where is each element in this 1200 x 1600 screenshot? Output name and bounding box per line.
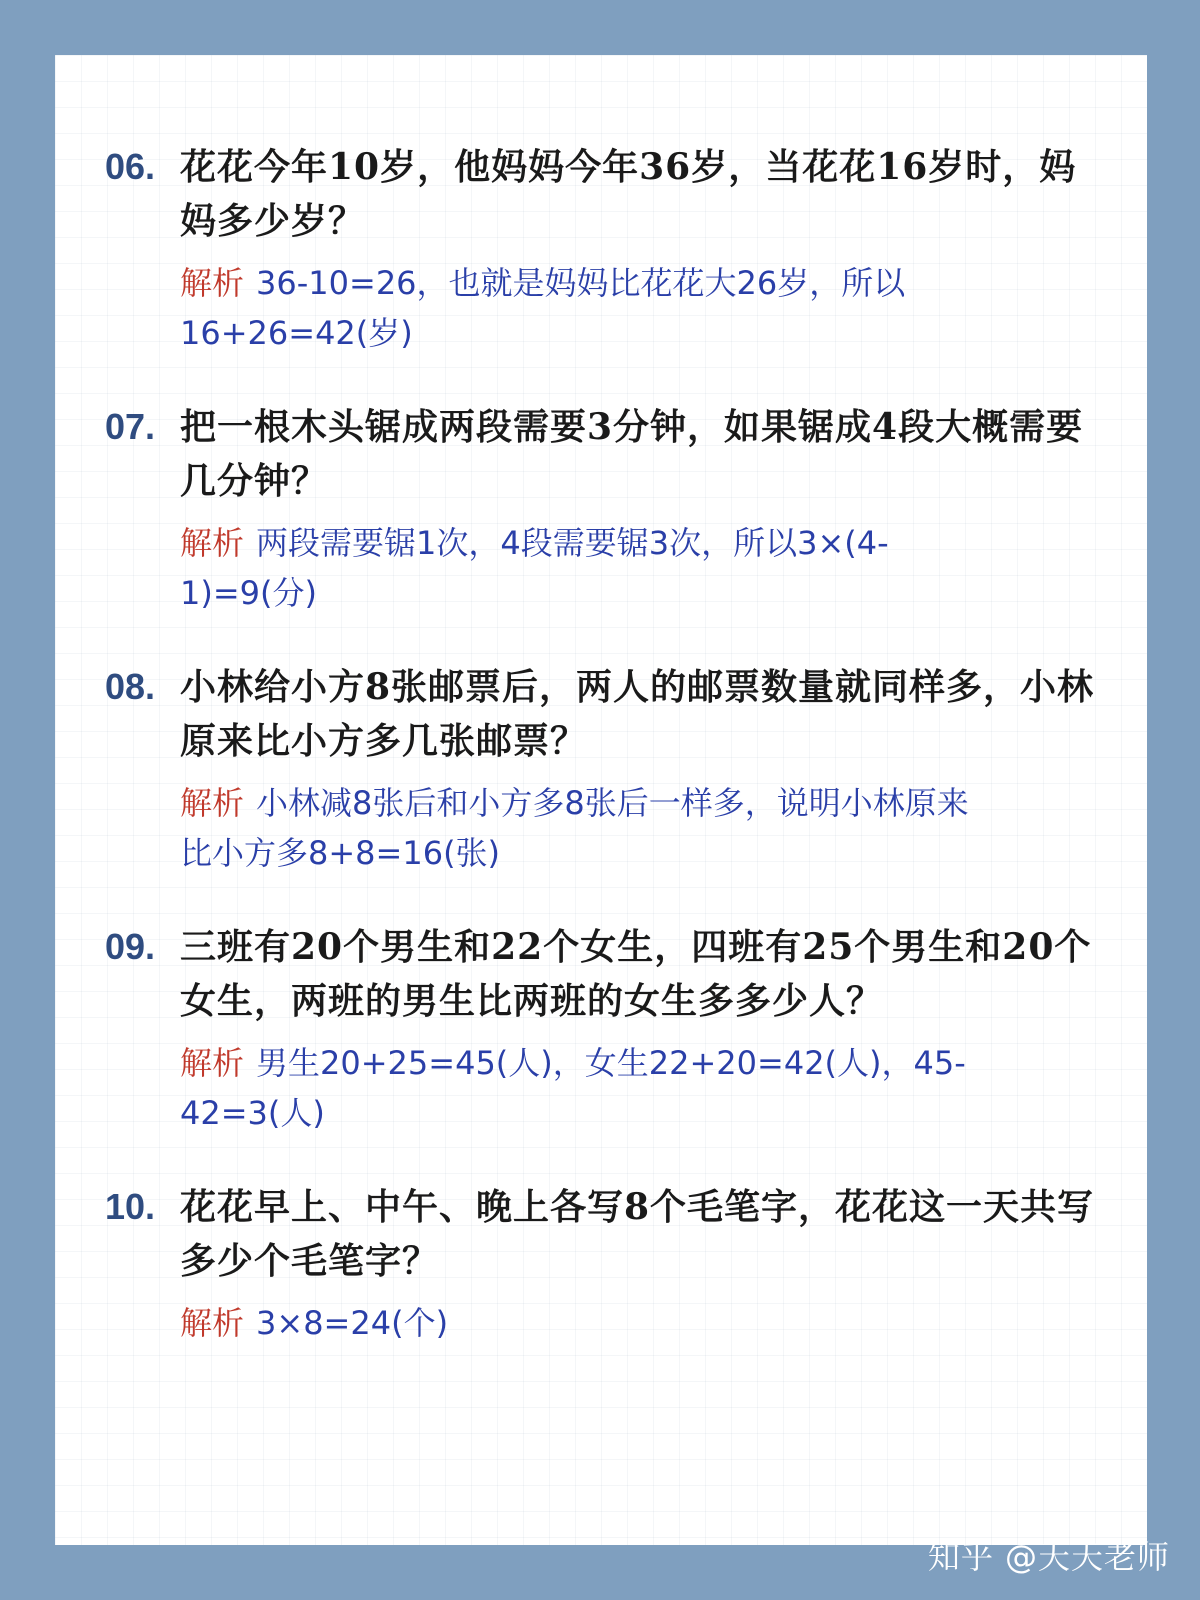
problem-card	[55, 55, 1147, 1545]
problem-analysis	[180, 518, 1000, 618]
problem-analysis	[180, 778, 1000, 878]
watermark: 知乎 @天天老师	[927, 1538, 1170, 1576]
analysis-label: 解析	[180, 1044, 245, 1082]
problem-number: 10.	[105, 1186, 156, 1227]
problem-question: 把一根木头锯成两段需要3分钟，如果锯成4段大概需要几分钟？	[180, 406, 1084, 502]
analysis-label: 解析	[180, 264, 245, 302]
problem-analysis	[180, 258, 1000, 358]
problem-number: 06.	[105, 146, 156, 187]
problem-question: 花花早上、中午、晚上各写8个毛笔字，花花这一天共写多少个毛笔字？	[180, 1186, 1095, 1282]
problem-question: 三班有20个男生和22个女生，四班有25个男生和20个女生，两班的男生比两班的女生多多少人？	[180, 926, 1092, 1022]
analysis-text: 小林减8张后和小方多8张后一样多，说明小林原来比小方多8+8=16(张)	[180, 784, 969, 872]
analysis-label: 解析	[180, 1304, 245, 1342]
problem-analysis	[180, 1298, 1000, 1348]
analysis-label: 解析	[180, 784, 245, 822]
problem-number: 07.	[105, 406, 156, 447]
analysis-text: 男生20+25=45(人)，女生22+20=42(人)，45-42=3(人)	[180, 1044, 966, 1132]
analysis-label: 解析	[180, 524, 245, 562]
analysis-text: 两段需要锯1次，4段需要锯3次，所以3×(4-1)=9(分)	[180, 524, 889, 612]
analysis-text: 36-10=26，也就是妈妈比花花大26岁，所以16+26=42(岁)	[180, 264, 906, 352]
problem-number: 09.	[105, 926, 156, 967]
analysis-text: 3×8=24(个)	[256, 1304, 449, 1342]
problem-question: 小林给小方8张邮票后，两人的邮票数量就同样多，小林原来比小方多几张邮票？	[180, 666, 1095, 762]
problem-question: 花花今年10岁，他妈妈今年36岁，当花花16岁时，妈妈多少岁？	[180, 146, 1077, 242]
problem-analysis	[180, 1038, 1000, 1138]
problem-number: 08.	[105, 666, 156, 707]
